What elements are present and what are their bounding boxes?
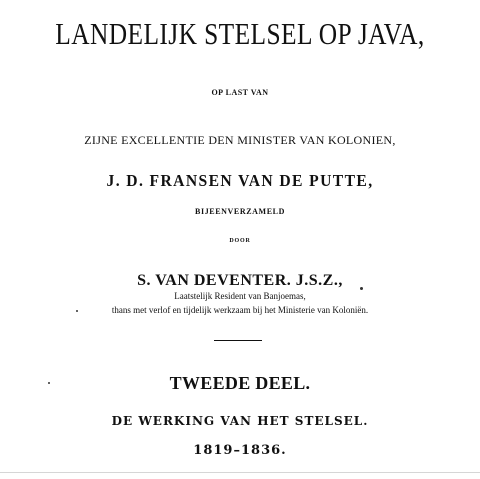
ink-speck [76, 310, 78, 312]
author-status: thans met verlof en tijdelijk werkzaam bij het Ministerie van Koloniën. [111, 305, 369, 315]
by-line: DOOR [229, 238, 251, 244]
volume-label: TWEEDE DEEL. [169, 373, 311, 393]
ink-speck [360, 287, 363, 290]
ink-speck [48, 382, 50, 384]
op-last-line: OP LAST VAN [211, 88, 269, 97]
author-title: Laatstelijk Resident van Banjoemas, [174, 291, 306, 301]
author-name: S. VAN DEVENTER. J.S.Z., [137, 272, 343, 289]
year-range: 1819–1836. [193, 443, 287, 458]
volume-subtitle: DE WERKING VAN HET STELSEL. [111, 414, 369, 428]
minister-name: J. D. FRANSEN VAN DE PUTTE, [106, 171, 374, 190]
page-edge [0, 472, 480, 473]
collected-line: BIJEENVERZAMELD [195, 207, 285, 216]
book-title: LANDELIJK STELSEL OP JAVA, [55, 16, 425, 51]
divider-rule [214, 340, 262, 341]
minister-line: ZIJNE EXCELLENTIE DEN MINISTER VAN KOLONIEN, [84, 133, 396, 147]
